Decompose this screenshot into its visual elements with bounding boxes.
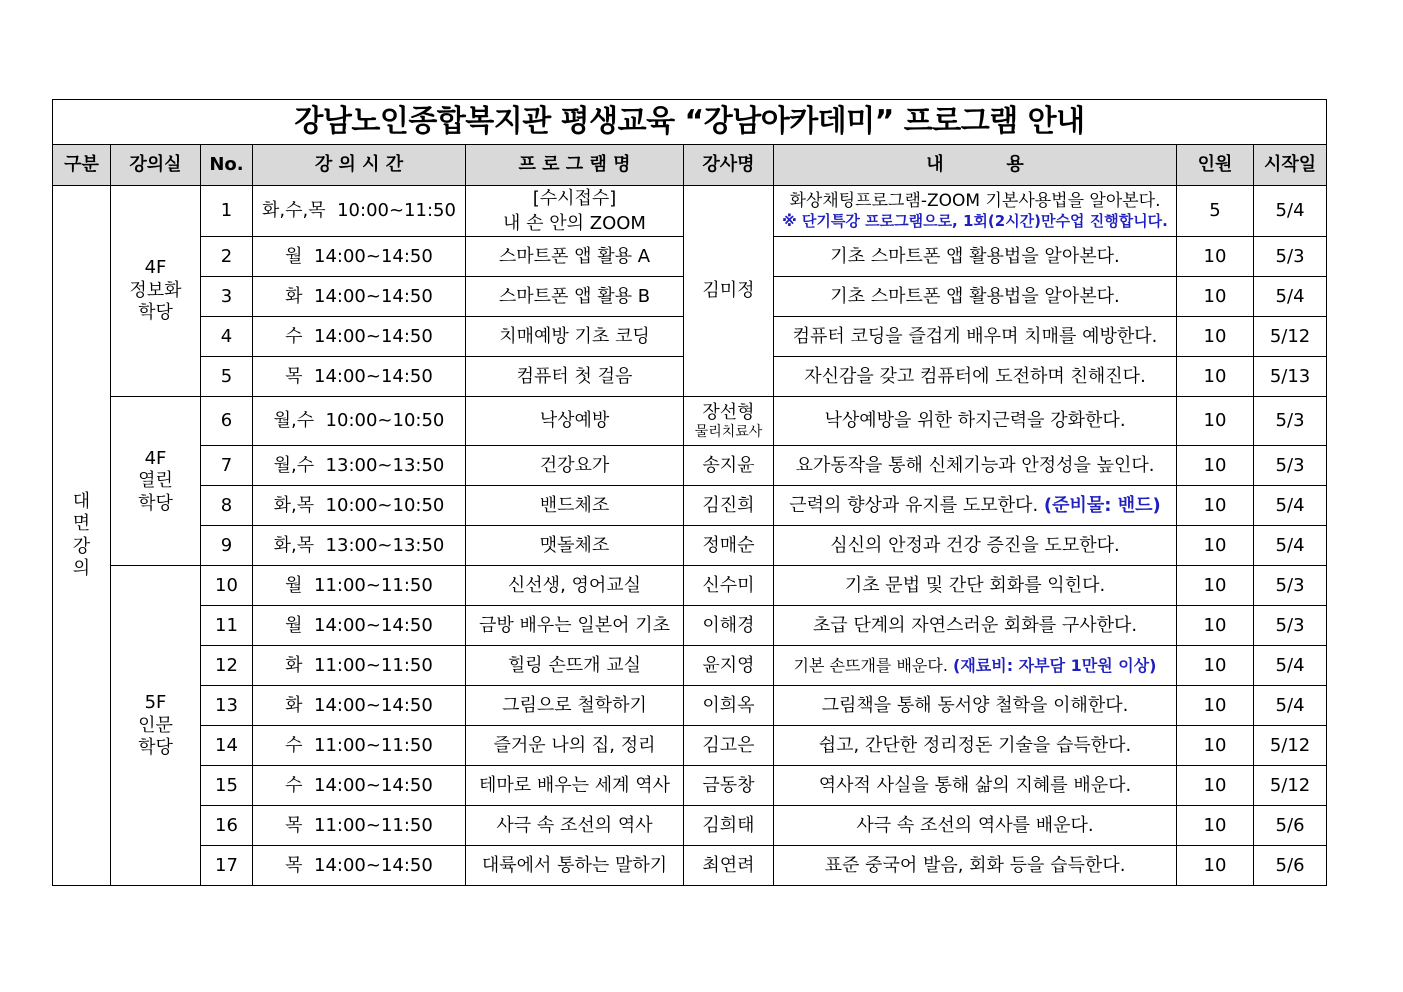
- room-name: 정보화: [129, 279, 182, 301]
- content-text: 기초 스마트폰 앱 활용법을 알아본다.: [774, 237, 1177, 277]
- row-number: 7: [201, 446, 253, 486]
- class-time: 월 14:00~14:50: [253, 606, 466, 646]
- content-note: ※ 단기특강 프로그램으로, 1회(2시간)만수업 진행합니다.: [782, 212, 1168, 231]
- room-floor: 5F: [144, 692, 167, 714]
- content-text: 기초 스마트폰 앱 활용법을 알아본다.: [774, 277, 1177, 317]
- capacity: 10: [1177, 237, 1254, 277]
- capacity: 10: [1177, 277, 1254, 317]
- start-date: 5/12: [1254, 317, 1327, 357]
- content-text: 그림책을 통해 동서양 철학을 이해한다.: [774, 686, 1177, 726]
- start-date: 5/4: [1254, 486, 1327, 526]
- table-row: [53, 486, 1327, 526]
- program-name: 밴드체조: [466, 486, 684, 526]
- category-char: 의: [72, 558, 91, 580]
- room-name: 인문: [138, 714, 173, 736]
- start-date: 5/6: [1254, 806, 1327, 846]
- program-name: 즐거운 나의 집, 정리: [466, 726, 684, 766]
- capacity: 10: [1177, 446, 1254, 486]
- table-row: [53, 766, 1327, 806]
- start-date: 5/4: [1254, 526, 1327, 566]
- header-row: [53, 145, 1327, 186]
- content-text: 기본 손뜨개를 배운다.: [793, 655, 948, 675]
- row-number: 6: [201, 397, 253, 446]
- capacity: 10: [1177, 846, 1254, 886]
- table-row: [53, 846, 1327, 886]
- program-name: 스마트폰 앱 활용 B: [466, 277, 684, 317]
- program-name: 금방 배우는 일본어 기초: [466, 606, 684, 646]
- header-program: 프 로 그 램 명: [466, 145, 684, 186]
- capacity: 10: [1177, 726, 1254, 766]
- start-date: 5/4: [1254, 277, 1327, 317]
- room-cell: [111, 186, 201, 397]
- content-cell: [774, 646, 1177, 686]
- instructor-name: 신수미: [684, 566, 774, 606]
- program-name: 낙상예방: [466, 397, 684, 446]
- table-row: [53, 606, 1327, 646]
- row-number: 15: [201, 766, 253, 806]
- content-text: 근력의 향상과 유지를 도모한다.: [789, 494, 1039, 516]
- row-number: 2: [201, 237, 253, 277]
- instructor-name: 이희옥: [684, 686, 774, 726]
- category-char: 강: [72, 535, 91, 557]
- header-room: 강의실: [111, 145, 201, 186]
- table-row: [53, 446, 1327, 486]
- room-floor: 4F: [144, 257, 167, 279]
- program-name: 힐링 손뜨개 교실: [466, 646, 684, 686]
- capacity: 10: [1177, 397, 1254, 446]
- program-name: 사극 속 조선의 역사: [466, 806, 684, 846]
- class-time: 목 14:00~14:50: [253, 846, 466, 886]
- start-date: 5/3: [1254, 397, 1327, 446]
- instructor-name: [684, 397, 774, 446]
- class-time: 월 11:00~11:50: [253, 566, 466, 606]
- instructor-name: 송지윤: [684, 446, 774, 486]
- table-row: [53, 397, 1327, 446]
- start-date: 5/3: [1254, 446, 1327, 486]
- content-note: (준비물: 밴드): [1043, 494, 1161, 516]
- content-text: 사극 속 조선의 역사를 배운다.: [774, 806, 1177, 846]
- content-text: 초급 단계의 자연스러운 회화를 구사한다.: [774, 606, 1177, 646]
- content-text: 심신의 안정과 건강 증진을 도모한다.: [774, 526, 1177, 566]
- class-time: 수 11:00~11:50: [253, 726, 466, 766]
- instructor-text: 장선형: [702, 402, 755, 424]
- start-date: 5/12: [1254, 726, 1327, 766]
- row-number: 4: [201, 317, 253, 357]
- table-row: [53, 186, 1327, 237]
- instructor-name: 정매순: [684, 526, 774, 566]
- header-start-date: 시작일: [1254, 145, 1327, 186]
- capacity: 10: [1177, 646, 1254, 686]
- row-number: 3: [201, 277, 253, 317]
- row-number: 14: [201, 726, 253, 766]
- class-time: 월,수 13:00~13:50: [253, 446, 466, 486]
- room-name: 학당: [138, 302, 173, 324]
- row-number: 12: [201, 646, 253, 686]
- header-no: No.: [201, 145, 253, 186]
- room-name: 학당: [138, 737, 173, 759]
- class-time: 수 14:00~14:50: [253, 317, 466, 357]
- content-text: 화상채팅프로그램-ZOOM 기본사용법을 알아본다.: [789, 191, 1161, 212]
- start-date: 5/4: [1254, 186, 1327, 237]
- program-name: 신선생, 영어교실: [466, 566, 684, 606]
- capacity: 10: [1177, 317, 1254, 357]
- header-content: 내 용: [774, 145, 1177, 186]
- table-row: [53, 566, 1327, 606]
- start-date: 5/3: [1254, 566, 1327, 606]
- row-number: 11: [201, 606, 253, 646]
- program-tag: [수시접수]: [532, 188, 617, 209]
- row-number: 8: [201, 486, 253, 526]
- program-name: [466, 186, 684, 237]
- class-time: 월,수 10:00~10:50: [253, 397, 466, 446]
- content-text: 자신감을 갖고 컴퓨터에 도전하며 친해진다.: [774, 357, 1177, 397]
- row-number: 9: [201, 526, 253, 566]
- class-time: 화,목 13:00~13:50: [253, 526, 466, 566]
- content-cell: [774, 186, 1177, 237]
- table-row: [53, 806, 1327, 846]
- start-date: 5/13: [1254, 357, 1327, 397]
- header-category: 구분: [53, 145, 111, 186]
- class-time: 목 11:00~11:50: [253, 806, 466, 846]
- start-date: 5/3: [1254, 237, 1327, 277]
- capacity: 5: [1177, 186, 1254, 237]
- table-row: [53, 726, 1327, 766]
- room-floor: 4F: [144, 447, 167, 469]
- instructor-name: 김고은: [684, 726, 774, 766]
- instructor-name: 김미정: [684, 186, 774, 397]
- class-time: 화,수,목 10:00~11:50: [253, 186, 466, 237]
- instructor-name: 최연려: [684, 846, 774, 886]
- header-capacity: 인원: [1177, 145, 1254, 186]
- category-cell: [53, 186, 111, 886]
- capacity: 10: [1177, 806, 1254, 846]
- class-time: 화 11:00~11:50: [253, 646, 466, 686]
- capacity: 10: [1177, 766, 1254, 806]
- content-note: (재료비: 자부담 1만원 이상): [953, 655, 1157, 675]
- class-time: 화 14:00~14:50: [253, 686, 466, 726]
- row-number: 5: [201, 357, 253, 397]
- start-date: 5/12: [1254, 766, 1327, 806]
- content-text: 요가동작을 통해 신체기능과 안정성을 높인다.: [774, 446, 1177, 486]
- capacity: 10: [1177, 566, 1254, 606]
- program-name: 치매예방 기초 코딩: [466, 317, 684, 357]
- program-title: 내 손 안의 ZOOM: [503, 213, 646, 235]
- capacity: 10: [1177, 486, 1254, 526]
- capacity: 10: [1177, 357, 1254, 397]
- program-name: 스마트폰 앱 활용 A: [466, 237, 684, 277]
- content-text: 표준 중국어 발음, 회화 등을 습득한다.: [774, 846, 1177, 886]
- content-text: 컴퓨터 코딩을 즐겁게 배우며 치매를 예방한다.: [774, 317, 1177, 357]
- content-text: 역사적 사실을 통해 삶의 지혜를 배운다.: [774, 766, 1177, 806]
- class-time: 월 14:00~14:50: [253, 237, 466, 277]
- start-date: 5/4: [1254, 646, 1327, 686]
- program-name: 테마로 배우는 세계 역사: [466, 766, 684, 806]
- instructor-name: 이해경: [684, 606, 774, 646]
- instructor-title: 물리치료사: [694, 423, 763, 440]
- capacity: 10: [1177, 606, 1254, 646]
- room-name: 학당: [138, 492, 173, 514]
- program-schedule-table: [52, 99, 1327, 886]
- content-cell: [774, 486, 1177, 526]
- program-name: 그림으로 철학하기: [466, 686, 684, 726]
- row-number: 17: [201, 846, 253, 886]
- row-number: 10: [201, 566, 253, 606]
- capacity: 10: [1177, 526, 1254, 566]
- table-row: [53, 526, 1327, 566]
- start-date: 5/3: [1254, 606, 1327, 646]
- program-name: 건강요가: [466, 446, 684, 486]
- room-cell: [111, 397, 201, 566]
- row-number: 13: [201, 686, 253, 726]
- class-time: 목 14:00~14:50: [253, 357, 466, 397]
- content-text: 기초 문법 및 간단 회화를 익힌다.: [774, 566, 1177, 606]
- start-date: 5/6: [1254, 846, 1327, 886]
- instructor-name: 김진희: [684, 486, 774, 526]
- table-row: [53, 686, 1327, 726]
- document-title: 강남노인종합복지관 평생교육 “강남아카데미” 프로그램 안내: [53, 100, 1327, 145]
- program-name: 맷돌체조: [466, 526, 684, 566]
- room-name: 열린: [138, 470, 173, 492]
- header-instructor: 강사명: [684, 145, 774, 186]
- instructor-name: 금동창: [684, 766, 774, 806]
- content-text: 낙상예방을 위한 하지근력을 강화한다.: [774, 397, 1177, 446]
- class-time: 화,목 10:00~10:50: [253, 486, 466, 526]
- program-name: 대륙에서 통하는 말하기: [466, 846, 684, 886]
- class-time: 화 14:00~14:50: [253, 277, 466, 317]
- class-time: 수 14:00~14:50: [253, 766, 466, 806]
- table-row: [53, 646, 1327, 686]
- row-number: 16: [201, 806, 253, 846]
- start-date: 5/4: [1254, 686, 1327, 726]
- room-cell: [111, 566, 201, 886]
- instructor-name: 김희태: [684, 806, 774, 846]
- capacity: 10: [1177, 686, 1254, 726]
- category-char: 면: [72, 513, 91, 535]
- content-text: 쉽고, 간단한 정리정돈 기술을 습득한다.: [774, 726, 1177, 766]
- header-time: 강 의 시 간: [253, 145, 466, 186]
- category-char: 대: [72, 490, 91, 512]
- program-name: 컴퓨터 첫 걸음: [466, 357, 684, 397]
- instructor-name: 윤지영: [684, 646, 774, 686]
- row-number: 1: [201, 186, 253, 237]
